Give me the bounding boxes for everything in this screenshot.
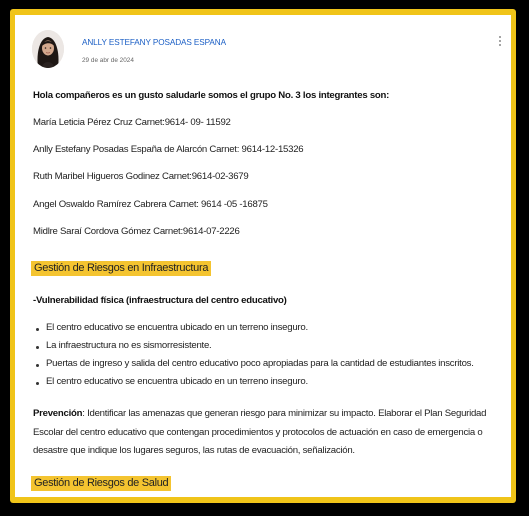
member-4: Angel Oswaldo Ramírez Cabrera Carnet: 9614 -05 -16875 xyxy=(33,199,268,210)
bullet-item: Puertas de ingreso y salida del centro educativo poco apropiadas para la cantidad de estudiantes inscritos. xyxy=(46,358,474,369)
section-heading-health: Gestión de Riesgos de Salud xyxy=(31,476,171,491)
user-photo-icon xyxy=(32,30,64,68)
intro-text: Hola compañeros es un gusto saludarle somos el grupo No. 3 los integrantes son: xyxy=(33,90,390,101)
bullet-item: El centro educativo se encuentra ubicado en un terreno inseguro. xyxy=(46,376,308,387)
prevention-label: Prevención xyxy=(33,408,83,419)
author-name[interactable]: ANLLY ESTEFANY POSADAS ESPANA xyxy=(82,38,226,47)
bullet-icon xyxy=(36,364,39,367)
bullet-item: La infraestructura no es sismorresistente. xyxy=(46,340,212,351)
bullet-item: El centro educativo se encuentra ubicado en un terreno inseguro. xyxy=(46,322,308,333)
member-3: Ruth Maribel Higueros Godinez Carnet:9614-02-3679 xyxy=(33,171,249,182)
section-heading-infrastructure: Gestión de Riesgos en Infraestructura xyxy=(31,261,211,276)
prevention-text: : Identificar las amenazas que generan riesgo para minimizar su impacto. Elaborar el Plan Seguridad Escolar del centro educativo que contengan procedimientos y protocolos de actuación en caso de emergencia o desastre que indique los lugares seguros, las rutas de evacuación, señalización. xyxy=(33,408,487,456)
more-vertical-icon[interactable] xyxy=(498,36,502,52)
member-1: María Leticia Pérez Cruz Carnet:9614- 09- 11592 xyxy=(33,117,231,128)
post-card xyxy=(15,15,511,497)
bullet-icon xyxy=(36,328,39,331)
member-2: Anlly Estefany Posadas España de Alarcón Carnet: 9614-12-15326 xyxy=(33,144,304,155)
post-date: 29 de abr de 2024 xyxy=(82,57,134,64)
member-5: Midlre Saraí Cordova Gómez Carnet:9614-07-2226 xyxy=(33,226,240,237)
prevention-paragraph xyxy=(33,405,511,461)
bullet-icon xyxy=(36,346,39,349)
subsection-heading: -Vulnerabilidad física (infraestructura del centro educativo) xyxy=(33,295,287,306)
avatar[interactable] xyxy=(32,30,64,68)
bullet-icon xyxy=(36,382,39,385)
